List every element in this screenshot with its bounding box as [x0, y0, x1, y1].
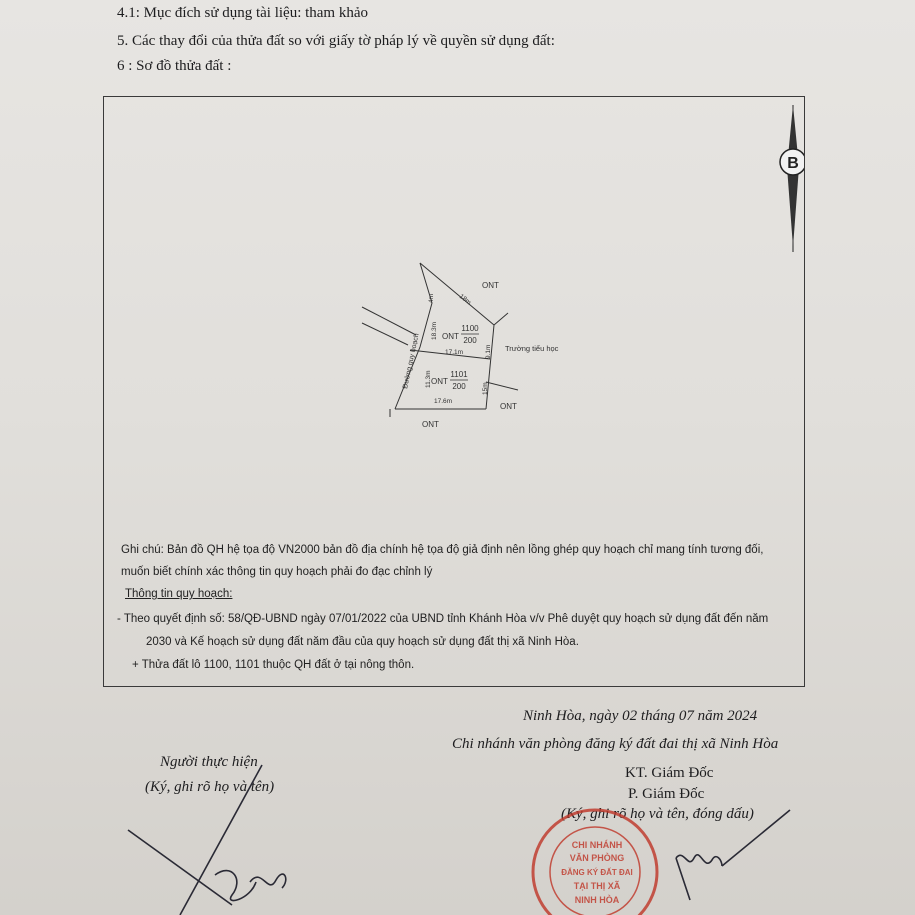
- stamp-line-3: ĐĂNG KÝ ĐẤT ĐAI: [561, 868, 633, 877]
- plot-diagram-heading: 6 : Sơ đồ thửa đất :: [117, 58, 232, 74]
- official-stamp: [533, 810, 657, 915]
- road-label: Đường quy hoạch: [402, 332, 421, 390]
- note-line-2: muốn biết chính xác thông tin quy hoạch phải đo đạc chỉnh lý: [121, 566, 433, 578]
- dim-17-6m: 17.6m: [434, 398, 453, 405]
- ont-label-east: ONT: [500, 402, 517, 411]
- deputy-director-title: P. Giám Đốc: [628, 786, 705, 802]
- school-label: Trường tiểu học: [505, 344, 559, 353]
- plot-1100-type: ONT: [442, 332, 459, 341]
- performer-title: Người thực hiện: [160, 754, 258, 770]
- ont-label-south: ONT: [422, 420, 439, 429]
- dim-17-1m: 17.1m: [445, 349, 464, 356]
- dim-9-1m: 9.1m: [485, 344, 492, 359]
- date-line: Ninh Hòa, ngày 02 tháng 07 năm 2024: [523, 708, 758, 724]
- north-label: B: [787, 155, 799, 172]
- changes-line: 5. Các thay đổi của thửa đất so với giấy tờ pháp lý về quyền sử dụng đất:: [117, 33, 555, 49]
- plot-map-frame: [103, 96, 805, 687]
- plot-map-svg: [104, 97, 804, 537]
- dim-18-3m: 18.3m: [431, 321, 438, 340]
- decision-line-2: 2030 và Kế hoạch sử dụng đất năm đầu của quy hoạch sử dụng đất thị xã Ninh Hòa.: [146, 636, 579, 648]
- plot-1101-area: 200: [452, 382, 466, 391]
- director-title: KT. Giám Đốc: [625, 765, 714, 781]
- dim-18m: 18m: [457, 293, 473, 307]
- dim-15m: 15m: [482, 382, 489, 395]
- stamp-line-2: VĂN PHÒNG: [569, 853, 625, 863]
- plot-1100-number: 1100: [461, 324, 479, 333]
- planning-notes: [104, 537, 804, 687]
- planning-info-heading: Thông tin quy hoạch:: [125, 588, 233, 600]
- stamp-line-1: CHI NHÁNH: [571, 840, 623, 850]
- decision-line-3: + Thửa đất lô 1100, 1101 thuộc QH đất ở tại nông thôn.: [132, 659, 415, 671]
- signature-right: [676, 810, 790, 900]
- sign-note-left: (Ký, ghi rõ họ và tên): [145, 779, 275, 795]
- plot-map: [104, 97, 804, 537]
- stamp-line-4: TẠI THỊ XÃ: [573, 881, 621, 891]
- office-line: Chi nhánh văn phòng đăng ký đất đai thị xã Ninh Hòa: [452, 736, 779, 752]
- note-line-1: Ghi chú: Bản đồ QH hệ tọa độ VN2000 bản đồ địa chính hệ tọa độ giả định nên lồng ghép quy hoạch chỉ mang tính tương đối,: [121, 544, 764, 556]
- ont-label-north: ONT: [482, 281, 499, 290]
- plot-1101-type: ONT: [431, 377, 448, 386]
- north-arrow-icon: [780, 105, 804, 252]
- plot-1101-number: 1101: [450, 370, 468, 379]
- dim-4m: 4m: [428, 293, 435, 303]
- sign-note-right: (Ký, ghi rõ họ và tên, đóng dấu): [561, 806, 754, 822]
- stamp-line-5: NINH HÒA: [574, 895, 620, 905]
- dim-11-3m: 11.3m: [425, 370, 432, 388]
- decision-line-1: - Theo quyết định số: 58/QĐ-UBND ngày 07/01/2022 của UBND tỉnh Khánh Hòa v/v Phê duyệt quy hoạch sử dụng đất đến năm: [117, 613, 769, 625]
- usage-purpose-line: 4.1: Mục đích sử dụng tài liệu: tham khảo: [117, 5, 369, 21]
- plot-1100-area: 200: [463, 336, 477, 345]
